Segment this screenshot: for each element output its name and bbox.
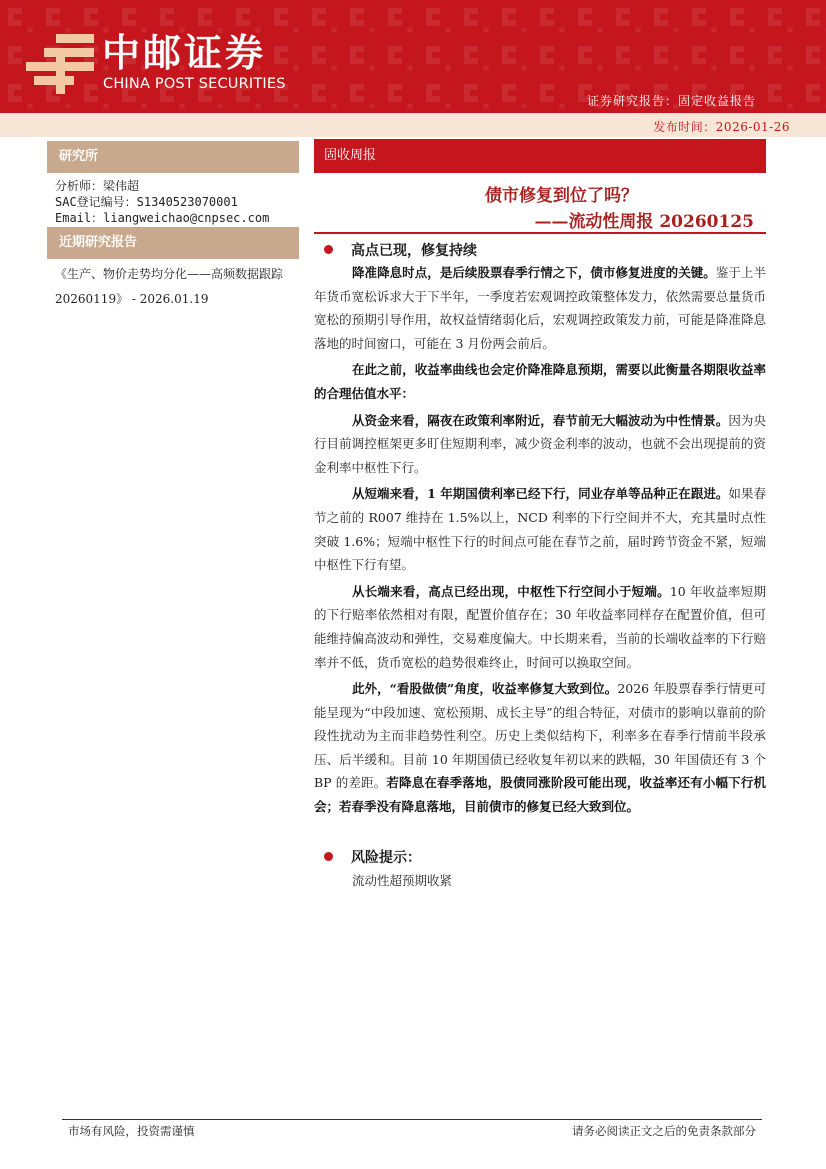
bullet-dot-icon [324,852,333,861]
paragraph [314,358,766,405]
report-type: 证券研究报告：固定收益报告 [586,94,756,108]
paragraph-text: 鉴于上半年货币宽松诉求大于下半年，一季度若宏观调控政策整体发力，依然需要总量货币宽松的预期引导作用，故权益情绪弱化后，宏观调控政策发力前，可能是降准降息落地的时间窗口，可能在 3 月份两会前后。 [314,265,766,351]
key-point: 此外，“看股做债”角度，收益率修复大致到位。 [352,681,618,697]
key-point: 从短端来看，1 年期国债利率已经下行，同业存单等品种正在跟进。 [352,486,729,502]
analyst-email[interactable]: Email：liangweichao@cnpsec.com [55,211,270,225]
key-point: 从资金来看，隔夜在政策利率附近，春节前无大幅波动为中性情景。 [352,412,729,428]
recent-reports-title: 近期研究报告 [47,227,299,259]
risk-text: 流动性超预期收紧 [352,873,453,888]
paragraph [314,677,766,819]
paragraph [314,261,766,355]
paragraph-text: 如果春节之前的 R007 维持在 1.5%以上，NCD 利率的下行空间并不大，充其量时点性突破 1.6%；短端中枢性下行的时间点可能在春节之前，届时跨节资金不紧，短端中枢性下行有望。 [314,486,766,573]
report-subtitle: ——流动性周报 20260125 [534,212,754,232]
key-point: 从长端来看，高点已经出现，中枢性下行空间小于短端。 [352,583,670,599]
footer-right: 请务必阅读正文之后的免责条款部分 [572,1124,756,1138]
risk-heading [324,847,421,867]
china-post-logo-icon [26,34,96,94]
section-heading [324,240,477,260]
section-label: 固收周报 [314,139,766,173]
recent-report-item[interactable]: 《生产、物价走势均分化——高频数据跟踪 20260119》 - 2026.01.19 [55,267,284,306]
paragraph-text: 因为央行目前调控框架更多盯住短期利率，减少资金利率的波动，也就不会出现提前的资金利率中枢性下行。 [314,412,766,475]
bullet-dot-icon [324,245,333,254]
paragraph [314,409,766,480]
paragraph [314,580,766,674]
analyst-name: 分析师：梁伟超 [55,179,140,193]
report-header [0,0,826,113]
paragraph-text: 2026 年股票春季行情更可能呈现为“中段加速、宽松预期、成长主导”的组合特征，对债市的影响以靠前的阶段性扰动为主而非趋势性利空。历史上类似结构下，利率多在春季行情前半段承压、后半缓和。目前 10 年期国债已经收复年初以来的跌幅，30 年国债还有 3 个 BP 的差距。 [314,681,766,791]
paragraph-text: 10 年收益率短期的下行赔率依然相对有限，配置价值存在；30 年收益率同样存在配置价值，但可能维持偏高波动和弹性，交易难度偏大。中长期来看，当前的长端收益率的下行赔率并不低，货币宽松的趋势很难终止，时间可以换取空间。 [314,583,766,670]
brand-name-en: CHINA POST SECURITIES [103,76,286,92]
heading-text: 风险提示： [351,850,421,866]
brand-name-cn: 中邮证券 [102,31,267,75]
report-body [314,261,766,822]
key-point: 在此之前，收益率曲线也会定价降准降息预期，需要以此衡量各期限收益率的合理估值水平： [314,362,766,401]
footer-left: 市场有风险，投资需谨慎 [68,1124,195,1138]
paragraph [314,482,766,576]
heading-text: 高点已现，修复持续 [351,243,477,259]
institute-title: 研究所 [47,141,299,173]
key-point: 降准降息时点，是后续股票春季行情之下，债市修复进度的关键。 [352,265,716,280]
footer-rule [62,1119,762,1120]
report-title: 债市修复到位了吗？ [485,186,638,206]
title-rule [314,232,766,234]
key-point: 若降息在春季落地，股债同涨阶段可能出现，收益率还有小幅下行机会；若春季没有降息落地，目前债市的修复已经大致到位。 [314,775,766,815]
publish-date: 发布时间：2026-01-26 [653,120,790,134]
sac-number: SAC登记编号：S1340523070001 [55,195,238,209]
